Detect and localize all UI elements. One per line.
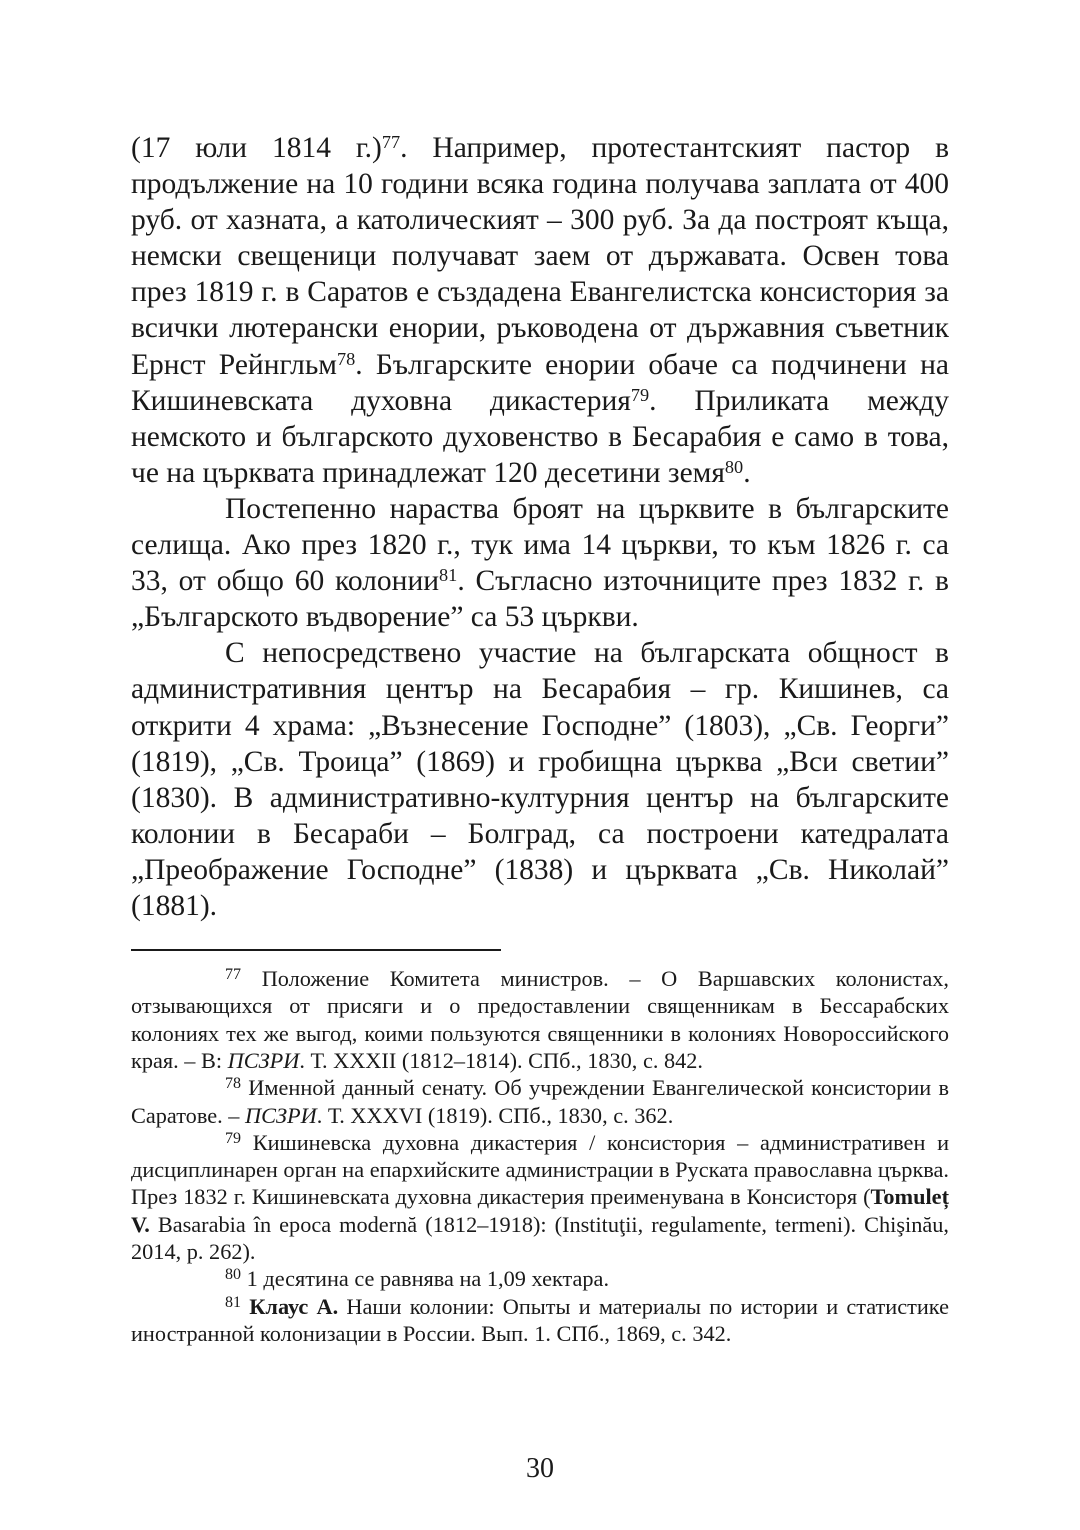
text-run: . Например, протестантският пастор в продължение на 10 години всяка година получава заплата от 400 руб. от хазната, а католическият – 300 руб. За да построят къща, немски свещеници получават заем от държавата. Освен това през 1819 г. в Саратов е създадена Евангелистска консистория за всички лютерански енории, ръководена от държавния съветник Ернст Рейнгльм	[131, 132, 949, 381]
footnote-80	[131, 1265, 949, 1292]
text-run: Положение Комитета министров. – О Варшавских колонистах, отзывающихся от присяги и о предоставлении священникам в Бессарабских колониях тех же выгод, коими пользуются священники в колониях Новороссийского края. – В:	[131, 966, 949, 1073]
text-run: Постепенно нараства броят на църквите в българските селища. Ако през 1820 г., тук има 14 църкви, то към 1826 г. са 33, от общо 60 колонии	[131, 492, 949, 598]
footnote-ref-78[interactable]: 78	[336, 348, 356, 369]
footnote-separator	[131, 949, 501, 951]
footnote-ref-81[interactable]: 81	[439, 564, 458, 585]
text-run: 1 десятина се равнява на 1,09 хектара.	[241, 1266, 610, 1292]
footnote-ref-79[interactable]: 79	[630, 384, 650, 405]
text-run: Наши колонии: Опыты и материалы по истории и статистике иностранной колонизации в России. Вып. 1. СПб., 1869, с. 342.	[131, 1293, 949, 1346]
footnote-ref-77[interactable]: 77	[381, 131, 401, 152]
text-run: (17 юли 1814 г.)	[131, 132, 382, 164]
text-run: . Съгласно източниците през 1832 г. в „Българското въдворение” са 53 църкви.	[131, 565, 949, 634]
main-text	[131, 130, 949, 924]
footnote-78	[131, 1074, 949, 1129]
footnotes	[131, 965, 949, 1347]
text-run: . Т. XXXVI (1819). СПб., 1830, с. 362.	[316, 1102, 674, 1128]
text-run: . Т. XXXII (1812–1814). СПб., 1830, с. 842.	[299, 1047, 704, 1073]
footnote-79	[131, 1129, 949, 1265]
paragraph-2	[131, 491, 949, 635]
bold-run: Tomuleț V.	[131, 1184, 949, 1237]
text-run: Basarabia în epoca modernă (1812–1918): (Instituţii, regulamente, termeni). Chişinău, 2014, p. 262).	[131, 1211, 949, 1265]
footnote-ref-80[interactable]: 80	[724, 456, 744, 477]
italic-run: ПСЗРИ	[227, 1047, 300, 1073]
text-run: Кишиневска духовна дикастерия / консистория – административен и дисциплинарен орган на епархийските администрации в Руската православна църква. През 1832 г. Кишиневската духовна дикастерия преименувана в Консисторя (	[131, 1129, 949, 1210]
paragraph-3: С непосредствено участие на българската общност в административния център на Бесарабия – гр. Кишинев, са открити 4 храма: „Възнесение Господне” (1803), „Св. Георги” (1819), „Св. Троица” (1869) и гробищна църква „Вси светии” (1830). В административно-културния център на българските колонии в Бесараби – Болград, са построени катедралата „Преображение Господне” (1838) и църквата „Св. Николай” (1881).	[131, 637, 949, 922]
footnote-number: 80	[225, 1266, 242, 1284]
page-number: 30	[526, 1453, 554, 1484]
paragraph-1	[131, 130, 949, 491]
text-run: . Българските енории обаче са подчинени на Кишиневската духовна дикастерия	[131, 348, 949, 417]
footnote-number: 79	[225, 1129, 242, 1147]
page-body	[131, 130, 949, 1347]
bold-run: Клаус А.	[249, 1293, 339, 1319]
footnote-77	[131, 965, 949, 1074]
footnote-81	[131, 1293, 949, 1348]
text-run: . Приликата между немското и българското духовенство в Бесарабия е само в това, че на църквата принадлежат 120 десетини земя	[131, 384, 949, 489]
italic-run: ПСЗРИ	[245, 1102, 317, 1128]
text-run: .	[743, 456, 751, 489]
footnote-number: 78	[225, 1075, 242, 1093]
footnote-number: 77	[225, 965, 242, 983]
footnote-number: 81	[225, 1293, 242, 1311]
text-run: Именной данный сенату. Об учреждении Евангелической консистории в Саратове. –	[131, 1075, 949, 1128]
